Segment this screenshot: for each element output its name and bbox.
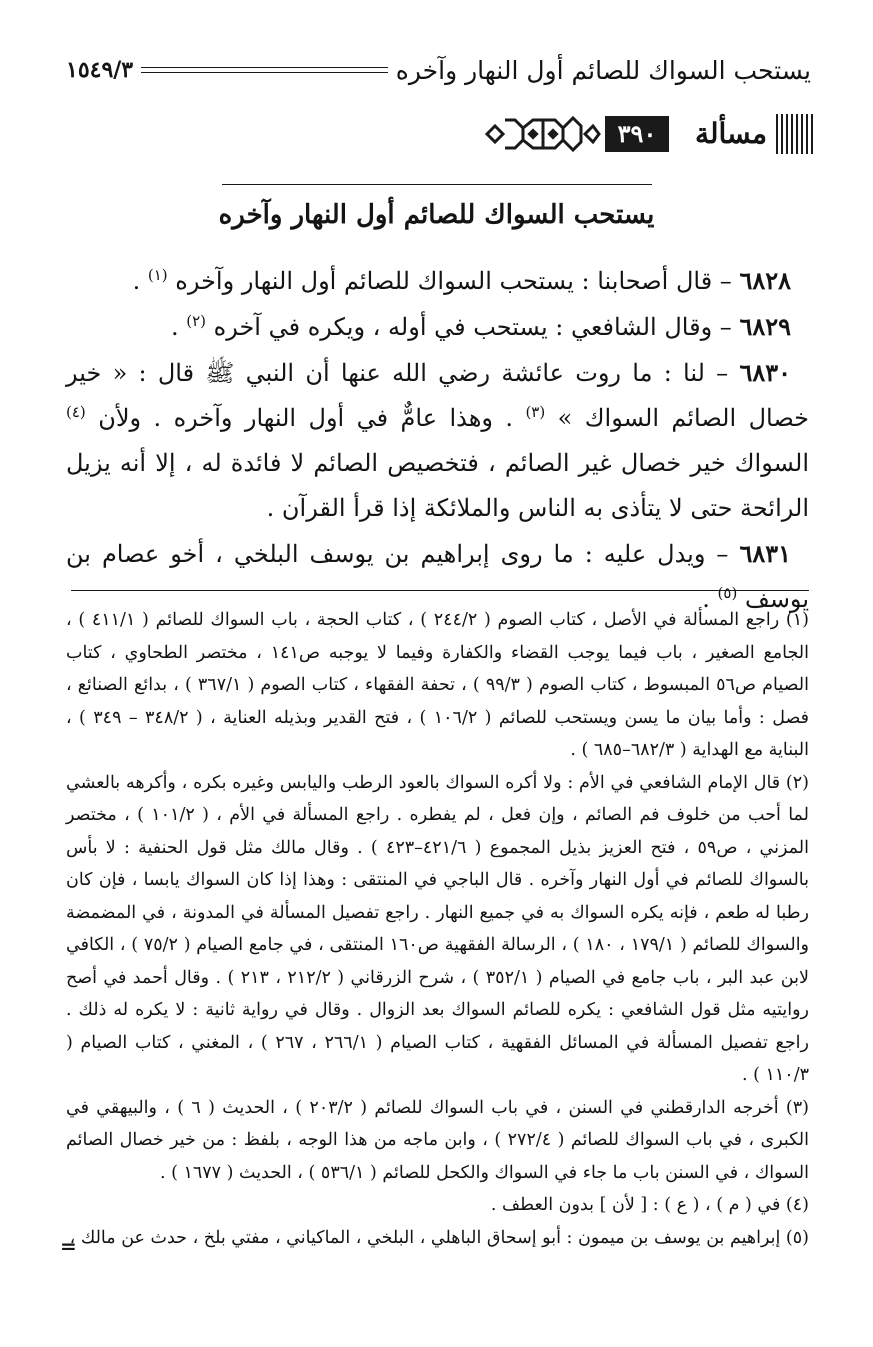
continuation-mark: = [60, 1234, 77, 1258]
masala-banner [483, 112, 813, 160]
paragraph-number: ٦٨٣١ [739, 539, 791, 568]
title-rule [222, 184, 652, 185]
footnote-marker: (٣) [525, 403, 546, 421]
masala-number: ٣٩٠ [605, 116, 669, 152]
paragraph-number: ٦٨٢٨ [739, 266, 791, 295]
geometric-ornament-icon [481, 112, 601, 156]
footnote-marker: (١) [147, 266, 168, 284]
paragraph-tail: السواك خير خصال غير الصائم ، فتخصيص الصائم لا فائدة له ، إلا أنه يزيل الرائحة حتى لا يتأذى به الناس والملائكة إذا قرأ القرآن . [66, 449, 809, 522]
footnote-marker: (٢) [186, 312, 207, 330]
main-text [66, 258, 809, 622]
header-rule [141, 67, 388, 73]
paragraph-6830 [66, 350, 809, 531]
footnote-4: (٤) في ( م ) ، ( ع ) : [ لأن ] بدون العطف . [490, 1195, 809, 1215]
running-title: يستحب السواك للصائم أول النهار وآخره [395, 55, 811, 85]
masala-label: مسألة [694, 117, 767, 150]
paragraph-text: – ويدل عليه : ما روى إبراهيم بن يوسف البلخي ، أخو عصام بن يوسف [66, 540, 809, 613]
footnote-marker: (٥) [717, 584, 738, 602]
footnote-1: (١) راجع المسألة في الأصل ، كتاب الصوم ( ٢٤٤/٢ ) ، كتاب الحجة ، باب السواك للصائم ( ٤١١/١ ) ، الجامع الصغير ، باب فيما يوجب القضاء والكفارة وفيما لا يوجبه ص١٤١ ، مختصر الطحاوي ، كتاب الصيام ص٥٦ المبسوط ، كتاب الصوم ( ٩٩/٣ ) ، تحفة الفقهاء ، كتاب الصوم ( ٣٦٧/١ ) ، بدائع الصنائع ، فصل : وأما بيان ما يسن ويستحب للصائم ( ١٠٦/٢ ) ، فتح القدير وبذيله العناية ، ( ٣٤٨/٢ – ٣٤٩ ) ، البناية مع الهداية ( ٦٨٢/٣–٦٨٥ ) . [66, 610, 809, 760]
footnote-2: (٢) قال الإمام الشافعي في الأم : ولا أكره السواك بالعود الرطب واليابس وغيره بكره ، وأكرهه بالعشي لما أحب من خلوف فم الصائم ، وإن فعل ، لم يفطره . راجع المسألة في الأم ، ( ١٠١/٢ ) ، مختصر المزني ، ص٥٩ ، فتح العزيز بذيل المجموع ( ٤٢١/٦–٤٢٣ ) . وقال مالك مثل قول الحنفية : لا بأس بالسواك للصائم في أول النهار وآخره . قال الباجي في المنتقى : وهذا إذا كان السواك يابسا ، فإن كان رطبا له طعم ، فإنه يكره السواك به في جميع النهار . راجع تفصيل المسألة في المدونة ، في المضمضة والسواك للصائم ( ١٧٩/١ ، ١٨٠ ) ، الرسالة الفقهية ص١٦٠ المنتقى ، في جامع الصيام ( ٧٥/٢ ) ، الكافي لابن عبد البر ، باب جامع في الصيام ( ٣٥٢/١ ) ، شرح الزرقاني ( ٢١٢/٢ ، ٢١٣ ) . وقال أحمد في أصح روايتيه مثل قول الشافعي : يكره للصائم السواك بعد الزوال . وقال في رواية ثانية : لا يكره له ذلك . راجع تفصيل المسألة في المسائل الفقهية ، كتاب الصيام ( ٢٦٦/١ ، ٢٦٧ ) ، المغني ، كتاب الصيام ( ١١٠/٣ ) . [66, 772, 810, 1085]
paragraph-tail: . [170, 313, 187, 341]
page-reference: ١٥٤٩/٣ [66, 57, 134, 83]
footnote-marker: (٤) [66, 403, 86, 421]
paragraph-text: – وقال الشافعي : يستحب في أوله ، ويكره في آخره [213, 313, 732, 341]
paragraph-tail: . [702, 585, 718, 613]
paragraph-tail: . وهذا عامٌّ في أول النهار وآخره . ولأن [98, 404, 526, 432]
paragraph-6828 [66, 258, 809, 304]
footnote-5: (٥) إبراهيم بن يوسف بن ميمون : أبو إسحاق الباهلي ، البلخي ، الماكياني ، مفتي بلخ ، حدث عن مالك ، [69, 1227, 809, 1248]
paragraph-number: ٦٨٢٩ [739, 312, 791, 341]
section-title: يستحب السواك للصائم أول النهار وآخره [218, 200, 655, 230]
footnote-separator [71, 590, 809, 591]
footnote-3: (٣) أخرجه الدارقطني في السنن ، في باب السواك للصائم ( ٢٠٣/٢ ) ، الحديث ( ٦ ) ، والبيهقي في الكبرى ، في باب السواك للصائم ( ٢٧٢/٤ ) ، وابن ماجه من هذا الوجه ، بلفظ : من خير خصال الصائم السواك ، في السنن باب ما جاء في السواك والكحل للصائم ( ٥٣٦/١ ) ، الحديث ( ١٦٧٧ ) . [66, 1097, 809, 1183]
footnotes [66, 604, 809, 1254]
paragraph-number: ٦٨٣٠ [739, 358, 791, 387]
paragraph-text: – قال أصحابنا : يستحب السواك للصائم أول النهار وآخره [175, 267, 732, 295]
running-header [66, 52, 811, 88]
paragraph-6829 [66, 304, 809, 350]
paragraph-text: – لنا : ما روت عائشة رضي الله عنها أن النبي ﷺ قال : « خير خصال الصائم السواك » [66, 359, 809, 432]
stripes-ornament-icon [773, 114, 813, 154]
paragraph-tail: . [132, 267, 148, 295]
